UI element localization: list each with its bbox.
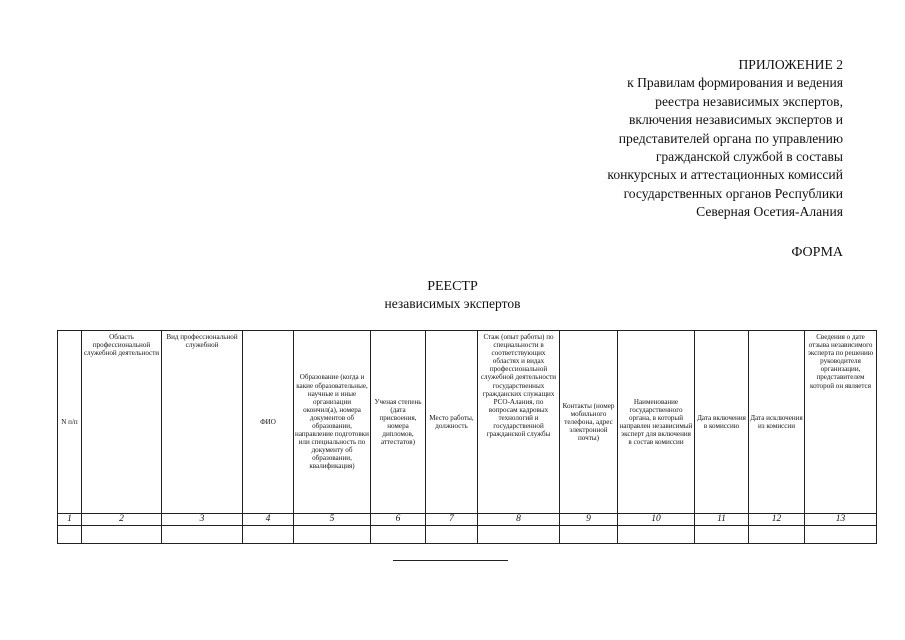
header-cell-number: N п/п: [58, 331, 82, 514]
empty-cell: [294, 526, 371, 544]
header-cell-activity-type: Вид профессиональной служебной: [162, 331, 243, 514]
column-number: 6: [371, 514, 426, 526]
column-number: 3: [162, 514, 243, 526]
appendix-line: реестра независимых экспертов,: [655, 93, 843, 109]
table-header-row: [58, 331, 877, 514]
registry-table: [57, 330, 877, 544]
empty-cell: [243, 526, 294, 544]
header-cell-education: Образование (когда и какие образовательные, научные и иные организации окончил(а), номера документов об образовании, направление подготовки или специальность по документу об образовании, квалификация): [294, 331, 371, 514]
empty-cell: [805, 526, 877, 544]
empty-cell: [695, 526, 749, 544]
appendix-line: к Правилам формирования и ведения: [627, 75, 843, 91]
empty-cell: [371, 526, 426, 544]
column-number: 2: [82, 514, 162, 526]
appendix-line: включения независимых экспертов и: [628, 112, 843, 128]
empty-cell: [426, 526, 478, 544]
header-cell-full-name: ФИО: [243, 331, 294, 514]
empty-cell: [618, 526, 695, 544]
column-number: 1: [58, 514, 82, 526]
empty-cell: [162, 526, 243, 544]
column-number: 9: [560, 514, 618, 526]
document-title: РЕЕСТР: [427, 279, 478, 294]
header-cell-revocation-info: Сведения о дате отзыва независимого эксперта по решению руководителя организации, представителем которой он является: [805, 331, 877, 514]
empty-cell: [560, 526, 618, 544]
header-cell-degree: Ученая степень (дата присвоения, номера дипломов, аттестатов): [371, 331, 426, 514]
column-number: 13: [805, 514, 877, 526]
header-cell-agency: Наименование государственного органа, в который направлен независимый эксперт для включения в состав комиссии: [618, 331, 695, 514]
column-number-row: [58, 514, 877, 526]
column-number: 5: [294, 514, 371, 526]
header-cell-exclusion-date: Дата исключения из комиссии: [749, 331, 805, 514]
column-number: 7: [426, 514, 478, 526]
form-label: ФОРМА: [791, 245, 843, 260]
appendix-line: государственных органов Республики: [623, 185, 843, 201]
column-number: 8: [478, 514, 560, 526]
table-row: [58, 526, 877, 544]
appendix-line: гражданской службой в составы: [655, 149, 843, 165]
header-cell-inclusion-date: Дата включения в комиссию: [695, 331, 749, 514]
empty-cell: [82, 526, 162, 544]
header-cell-workplace: Место работы, должность: [426, 331, 478, 514]
empty-cell: [749, 526, 805, 544]
header-cell-experience: Стаж (опыт работы) по специальности в соответствующих областях и видах профессиональной служебной деятельности государственных гражданских служащих РСО-Алания, по вопросам кадровых технологий и государственной гражданской службы: [478, 331, 560, 514]
appendix-line: Северная Осетия-Алания: [696, 204, 843, 220]
header-cell-contacts: Контакты (номер мобильного телефона, адрес электронной почты): [560, 331, 618, 514]
footer-divider: [393, 560, 508, 561]
column-number: 12: [749, 514, 805, 526]
appendix-line: ПРИЛОЖЕНИЕ 2: [738, 57, 843, 72]
appendix-header: [607, 56, 843, 222]
column-number: 10: [618, 514, 695, 526]
column-number: 11: [695, 514, 749, 526]
empty-cell: [478, 526, 560, 544]
empty-cell: [58, 526, 82, 544]
header-cell-activity-area: Область профессиональной служебной деятельности: [82, 331, 162, 514]
document-subtitle: независимых экспертов: [384, 296, 521, 311]
column-number: 4: [243, 514, 294, 526]
appendix-line: конкурсных и аттестационных комиссий: [607, 167, 843, 183]
appendix-line: представителей органа по управлению: [618, 130, 843, 146]
